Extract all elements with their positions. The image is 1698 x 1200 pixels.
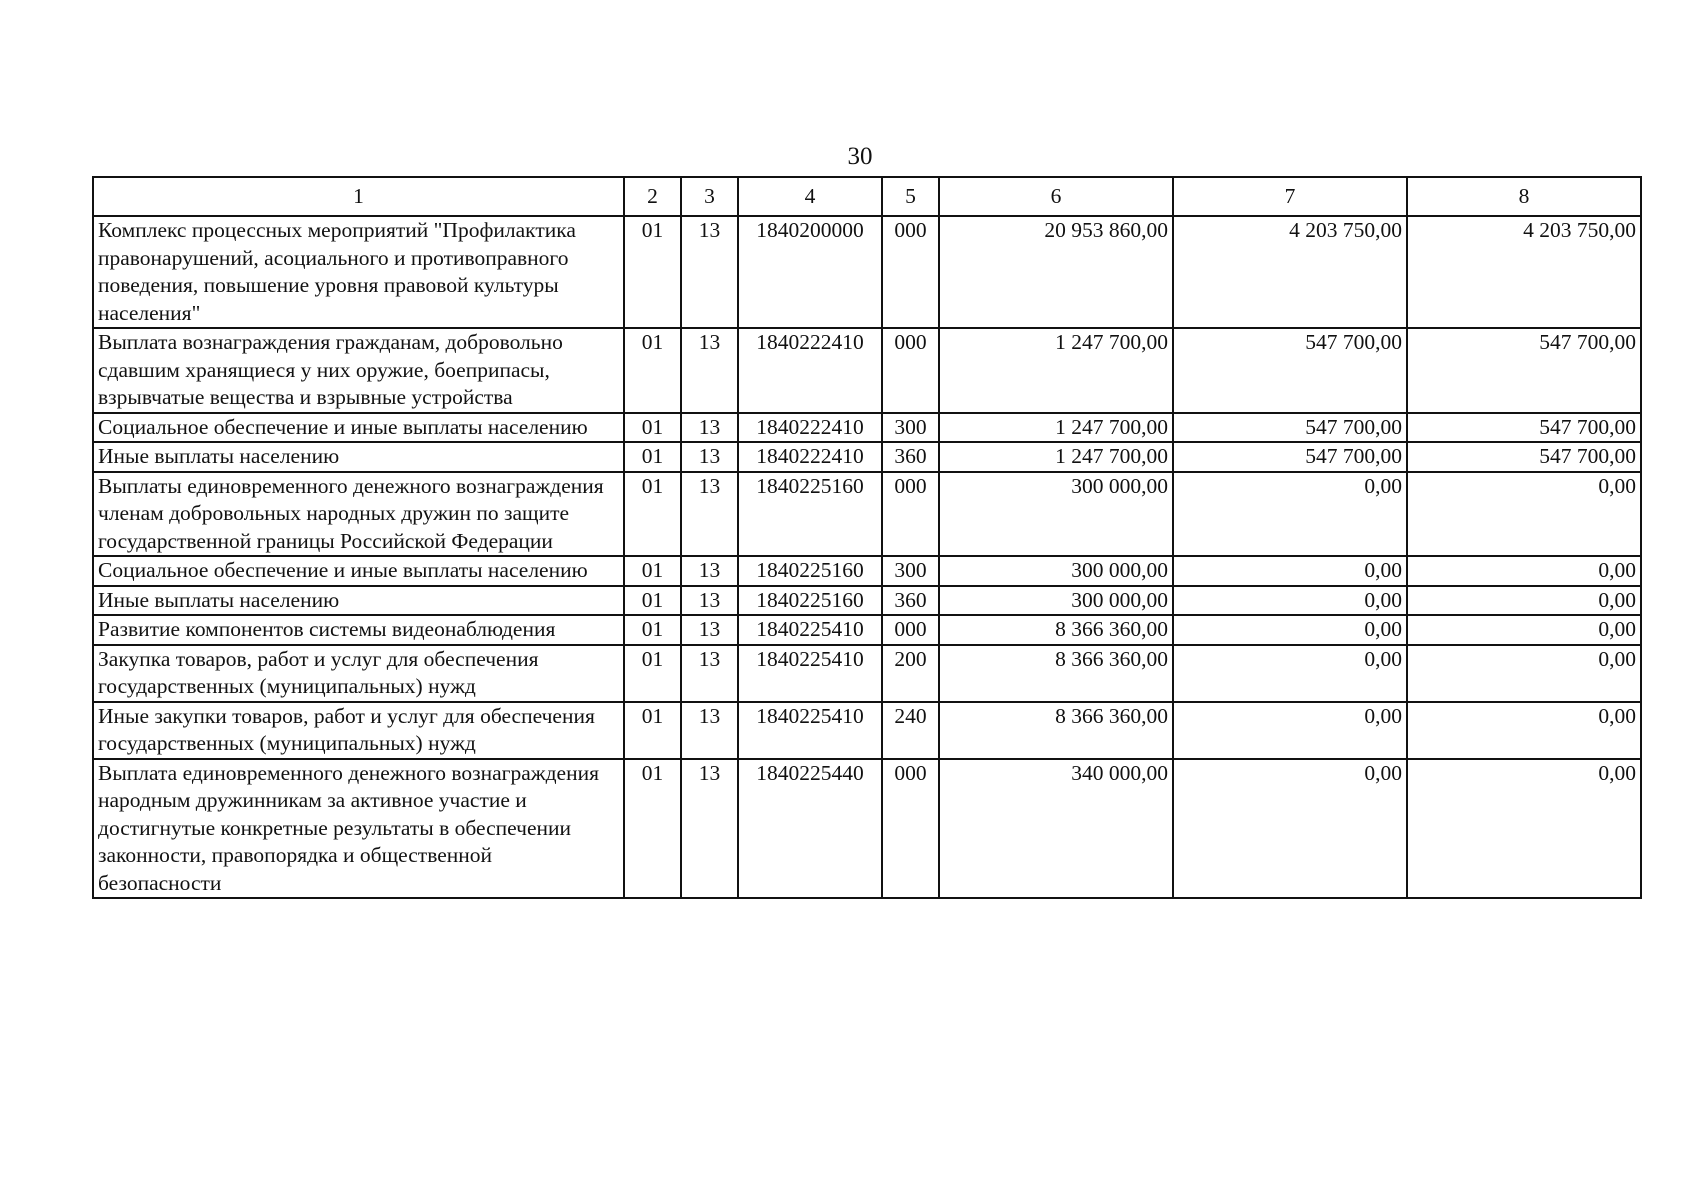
row-section: 01 bbox=[624, 413, 681, 443]
table-row bbox=[93, 702, 1641, 759]
row-amount-col7: 0,00 bbox=[1173, 472, 1407, 557]
row-subsection: 13 bbox=[681, 645, 738, 702]
row-amount-col7: 0,00 bbox=[1173, 615, 1407, 645]
row-subsection: 13 bbox=[681, 472, 738, 557]
row-expense-type: 000 bbox=[882, 216, 939, 328]
row-amount-col6: 1 247 700,00 bbox=[939, 413, 1173, 443]
row-amount-col7: 547 700,00 bbox=[1173, 328, 1407, 413]
row-subsection: 13 bbox=[681, 702, 738, 759]
header-cell: 3 bbox=[681, 177, 738, 216]
header-cell: 6 bbox=[939, 177, 1173, 216]
header-cell: 7 bbox=[1173, 177, 1407, 216]
row-expense-type: 360 bbox=[882, 442, 939, 472]
row-target-code: 1840225160 bbox=[738, 472, 882, 557]
row-expense-type: 360 bbox=[882, 586, 939, 616]
table-row bbox=[93, 328, 1641, 413]
table-row bbox=[93, 615, 1641, 645]
table-row bbox=[93, 442, 1641, 472]
row-amount-col8: 0,00 bbox=[1407, 556, 1641, 586]
row-subsection: 13 bbox=[681, 442, 738, 472]
row-amount-col8: 0,00 bbox=[1407, 759, 1641, 899]
row-expense-type: 200 bbox=[882, 645, 939, 702]
row-subsection: 13 bbox=[681, 328, 738, 413]
row-section: 01 bbox=[624, 216, 681, 328]
row-amount-col8: 547 700,00 bbox=[1407, 328, 1641, 413]
row-amount-col7: 0,00 bbox=[1173, 702, 1407, 759]
row-amount-col8: 4 203 750,00 bbox=[1407, 216, 1641, 328]
row-section: 01 bbox=[624, 442, 681, 472]
row-subsection: 13 bbox=[681, 413, 738, 443]
row-section: 01 bbox=[624, 472, 681, 557]
row-subsection: 13 bbox=[681, 586, 738, 616]
row-amount-col7: 547 700,00 bbox=[1173, 413, 1407, 443]
row-expense-type: 000 bbox=[882, 759, 939, 899]
row-amount-col6: 1 247 700,00 bbox=[939, 442, 1173, 472]
row-expense-type: 300 bbox=[882, 413, 939, 443]
row-amount-col7: 547 700,00 bbox=[1173, 442, 1407, 472]
row-section: 01 bbox=[624, 615, 681, 645]
header-row bbox=[93, 177, 1641, 216]
row-expense-type: 240 bbox=[882, 702, 939, 759]
row-amount-col6: 1 247 700,00 bbox=[939, 328, 1173, 413]
row-name: Закупка товаров, работ и услуг для обеспечения государственных (муниципальных) нужд bbox=[93, 645, 624, 702]
row-expense-type: 000 bbox=[882, 328, 939, 413]
header-cell: 4 bbox=[738, 177, 882, 216]
row-amount-col6: 340 000,00 bbox=[939, 759, 1173, 899]
row-section: 01 bbox=[624, 702, 681, 759]
row-amount-col6: 300 000,00 bbox=[939, 556, 1173, 586]
row-amount-col8: 0,00 bbox=[1407, 472, 1641, 557]
row-target-code: 1840225410 bbox=[738, 702, 882, 759]
row-amount-col6: 300 000,00 bbox=[939, 472, 1173, 557]
row-subsection: 13 bbox=[681, 556, 738, 586]
row-name: Выплаты единовременного денежного вознаграждения членам добровольных народных дружин по защите государственной границы Российской Федерации bbox=[93, 472, 624, 557]
row-target-code: 1840225160 bbox=[738, 556, 882, 586]
row-expense-type: 000 bbox=[882, 472, 939, 557]
header-cell: 2 bbox=[624, 177, 681, 216]
row-amount-col6: 20 953 860,00 bbox=[939, 216, 1173, 328]
row-section: 01 bbox=[624, 328, 681, 413]
row-amount-col7: 4 203 750,00 bbox=[1173, 216, 1407, 328]
row-amount-col8: 0,00 bbox=[1407, 702, 1641, 759]
row-name: Социальное обеспечение и иные выплаты населению bbox=[93, 413, 624, 443]
table-row bbox=[93, 413, 1641, 443]
row-expense-type: 000 bbox=[882, 615, 939, 645]
row-subsection: 13 bbox=[681, 615, 738, 645]
row-target-code: 1840225160 bbox=[738, 586, 882, 616]
row-target-code: 1840225410 bbox=[738, 645, 882, 702]
row-amount-col8: 0,00 bbox=[1407, 615, 1641, 645]
row-name: Иные выплаты населению bbox=[93, 586, 624, 616]
header-cell: 8 bbox=[1407, 177, 1641, 216]
table-row bbox=[93, 472, 1641, 557]
row-name: Выплата вознаграждения гражданам, добровольно сдавшим хранящиеся у них оружие, боеприпасы, взрывчатые вещества и взрывные устройства bbox=[93, 328, 624, 413]
row-target-code: 1840222410 bbox=[738, 442, 882, 472]
row-subsection: 13 bbox=[681, 216, 738, 328]
row-amount-col6: 8 366 360,00 bbox=[939, 645, 1173, 702]
row-section: 01 bbox=[624, 645, 681, 702]
row-amount-col7: 0,00 bbox=[1173, 645, 1407, 702]
row-amount-col8: 547 700,00 bbox=[1407, 442, 1641, 472]
row-amount-col7: 0,00 bbox=[1173, 759, 1407, 899]
header-cell: 1 bbox=[93, 177, 624, 216]
page-number: 30 bbox=[847, 143, 873, 170]
row-amount-col6: 8 366 360,00 bbox=[939, 702, 1173, 759]
row-target-code: 1840225440 bbox=[738, 759, 882, 899]
row-amount-col8: 0,00 bbox=[1407, 586, 1641, 616]
row-expense-type: 300 bbox=[882, 556, 939, 586]
row-target-code: 1840200000 bbox=[738, 216, 882, 328]
row-name: Выплата единовременного денежного вознаграждения народным дружинникам за активное участие и достигнутые конкретные результаты в обеспечении законности, правопорядка и общественной безопасности bbox=[93, 759, 624, 899]
row-amount-col6: 300 000,00 bbox=[939, 586, 1173, 616]
header-cell: 5 bbox=[882, 177, 939, 216]
table-row bbox=[93, 645, 1641, 702]
row-section: 01 bbox=[624, 586, 681, 616]
row-section: 01 bbox=[624, 759, 681, 899]
row-amount-col6: 8 366 360,00 bbox=[939, 615, 1173, 645]
row-amount-col7: 0,00 bbox=[1173, 556, 1407, 586]
row-subsection: 13 bbox=[681, 759, 738, 899]
row-target-code: 1840222410 bbox=[738, 328, 882, 413]
row-amount-col8: 0,00 bbox=[1407, 645, 1641, 702]
row-name: Социальное обеспечение и иные выплаты населению bbox=[93, 556, 624, 586]
row-name: Комплекс процессных мероприятий "Профилактика правонарушений, асоциального и противоправного поведения, повышение уровня правовой культуры населения" bbox=[93, 216, 624, 328]
row-amount-col8: 547 700,00 bbox=[1407, 413, 1641, 443]
row-amount-col7: 0,00 bbox=[1173, 586, 1407, 616]
row-target-code: 1840222410 bbox=[738, 413, 882, 443]
row-name: Развитие компонентов системы видеонаблюдения bbox=[93, 615, 624, 645]
row-name: Иные закупки товаров, работ и услуг для обеспечения государственных (муниципальных) нужд bbox=[93, 702, 624, 759]
row-target-code: 1840225410 bbox=[738, 615, 882, 645]
budget-table bbox=[92, 176, 1642, 899]
table-row bbox=[93, 586, 1641, 616]
row-section: 01 bbox=[624, 556, 681, 586]
row-name: Иные выплаты населению bbox=[93, 442, 624, 472]
table-row bbox=[93, 216, 1641, 328]
table-row bbox=[93, 556, 1641, 586]
table-row bbox=[93, 759, 1641, 899]
